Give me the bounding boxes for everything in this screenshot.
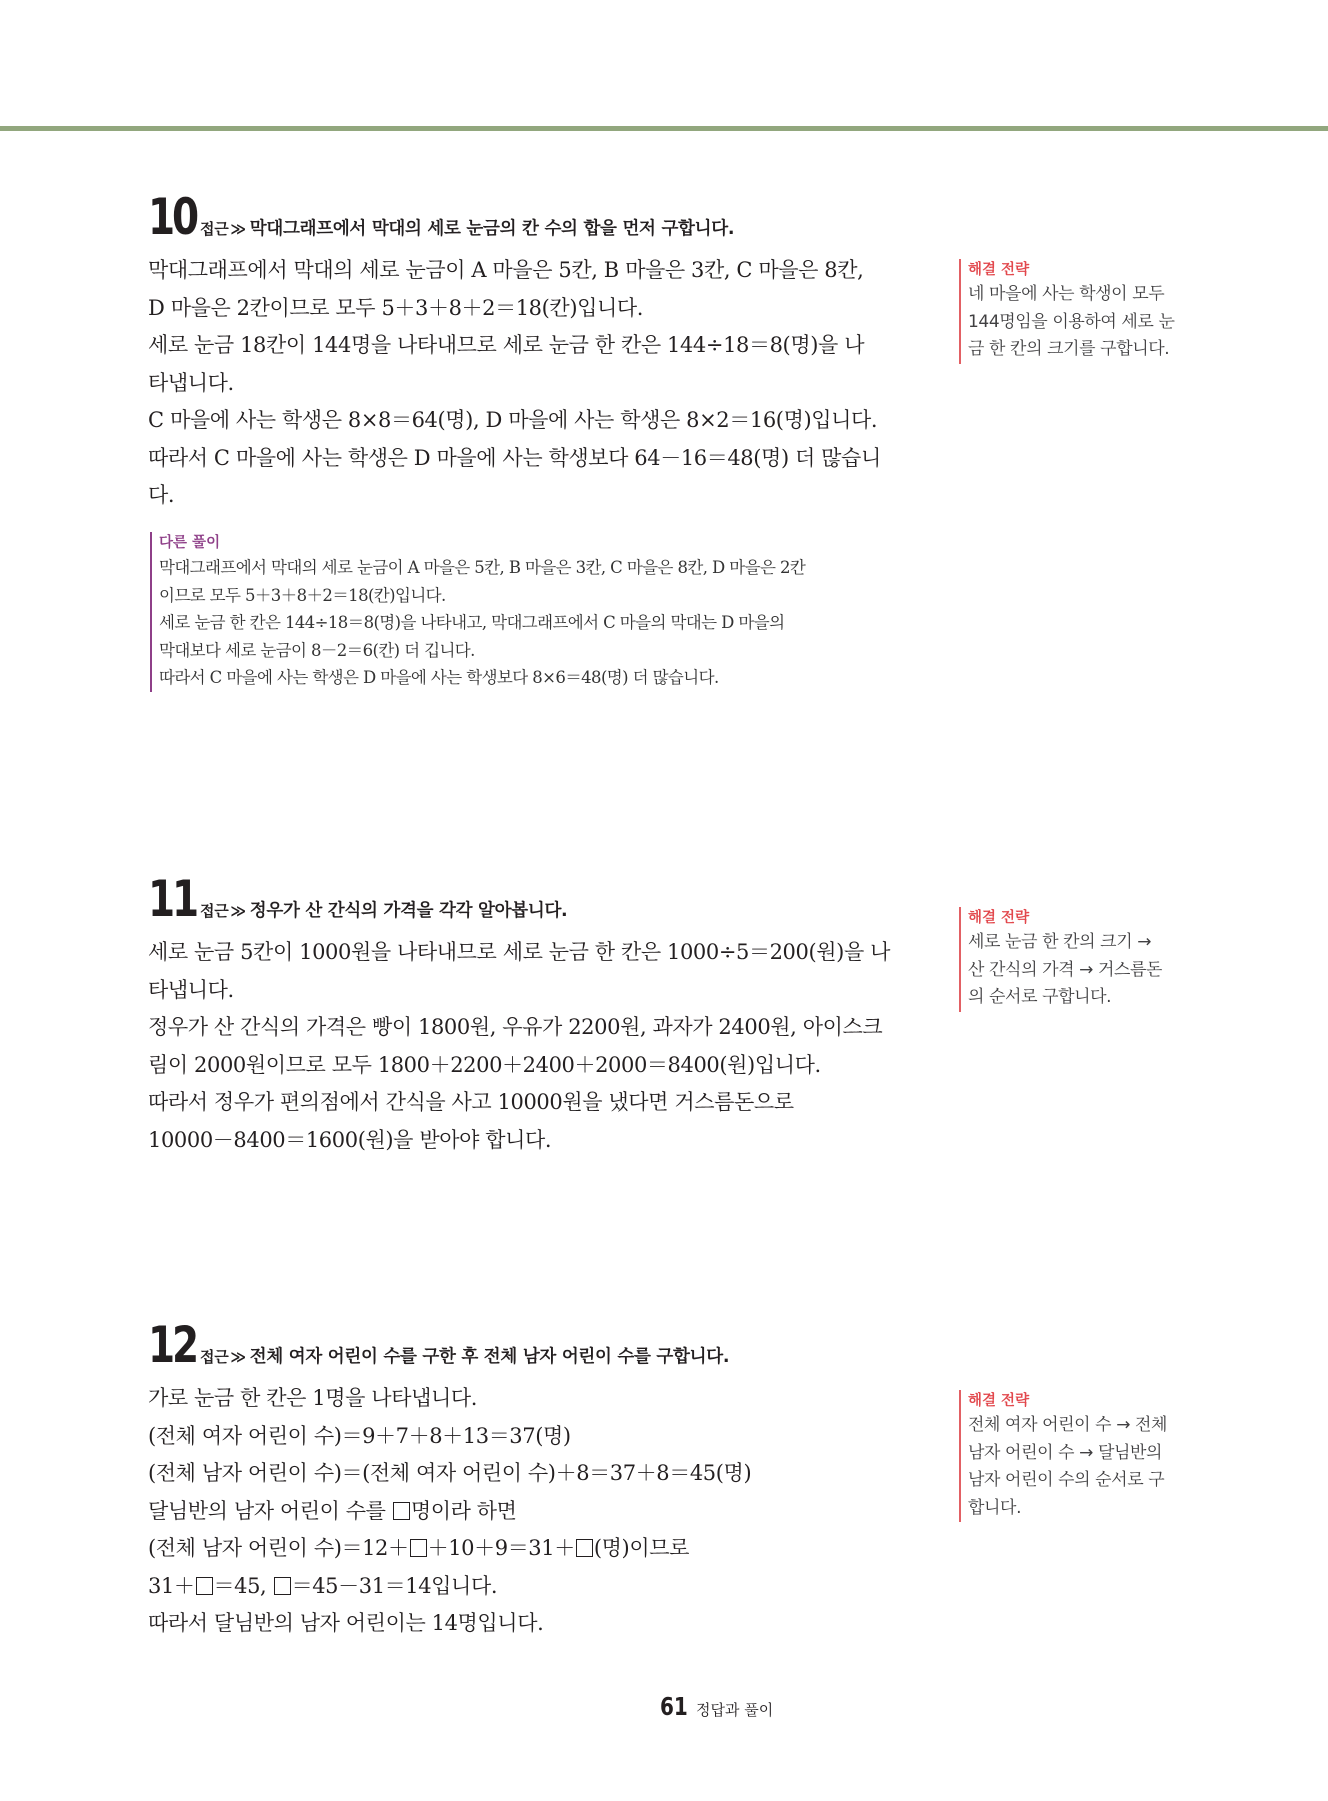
solution-line: 가로 눈금 한 칸은 1명을 나타냅니다. bbox=[148, 1386, 478, 1410]
problem-number: 10 bbox=[148, 188, 197, 246]
solution-line: 따라서 달님반의 남자 어린이는 14명입니다. bbox=[148, 1611, 544, 1635]
line-text: 달님반의 남자 어린이 수를 bbox=[148, 1498, 392, 1523]
solution-body bbox=[148, 252, 908, 515]
alternative-solution-label: 다른 풀이 bbox=[159, 535, 221, 551]
strategy-line: 합니다. bbox=[968, 1497, 1022, 1518]
solution-body bbox=[148, 934, 908, 1159]
alt-line: 이므로 모두 5＋3＋8＋2＝18(칸)입니다. bbox=[159, 585, 446, 605]
approach-arrow-icon: ≫ bbox=[230, 1348, 246, 1366]
solution-line: (전체 남자 어린이 수)＝(전체 여자 어린이 수)＋8＝37＋8＝45(명) bbox=[148, 1461, 752, 1485]
approach bbox=[200, 897, 567, 922]
line-text: 31＋ bbox=[148, 1573, 195, 1598]
blank-box-icon bbox=[196, 1577, 213, 1595]
strategy-line: 의 순서로 구합니다. bbox=[968, 987, 1112, 1007]
problem-header bbox=[148, 1316, 908, 1374]
solution-body bbox=[148, 1380, 908, 1643]
approach-text: 막대그래프에서 막대의 세로 눈금의 칸 수의 합을 먼저 구합니다. bbox=[249, 219, 735, 239]
strategy-line: 세로 눈금 한 칸의 크기 → bbox=[968, 932, 1152, 952]
solution-line: 다. bbox=[148, 483, 175, 507]
line-text: (전체 남자 어린이 수)＝12＋ bbox=[148, 1536, 409, 1560]
strategy-line: 144명임을 이용하여 세로 눈 bbox=[968, 311, 1175, 332]
strategy-label: 해결 전략 bbox=[968, 910, 1030, 926]
solution-line bbox=[148, 1568, 908, 1606]
solution-line: 정우가 산 간식의 가격은 빵이 1800원, 우유가 2200원, 과자가 2400원, 아이스크 bbox=[148, 1015, 883, 1039]
top-rule bbox=[0, 126, 1328, 131]
approach bbox=[200, 215, 734, 240]
strategy-label: 해결 전략 bbox=[968, 1393, 1030, 1409]
problem-header bbox=[148, 870, 908, 928]
strategy-note-11 bbox=[959, 907, 1213, 1012]
strategy-line: 산 간식의 가격 → 거스름돈 bbox=[968, 959, 1163, 980]
alt-line: 막대보다 세로 눈금이 8－2＝6(칸) 더 깁니다. bbox=[159, 640, 475, 660]
solution-line: 10000－8400＝1600(원)을 받아야 합니다. bbox=[148, 1127, 552, 1152]
alternative-solution bbox=[150, 532, 919, 692]
solution-line: 따라서 C 마을에 사는 학생은 D 마을에 사는 학생보다 64－16＝48(명) 더 많습니 bbox=[148, 445, 881, 470]
page-number: 61 bbox=[660, 1692, 688, 1721]
solution-line: 타냅니다. bbox=[148, 977, 234, 1002]
page-footer bbox=[660, 1692, 773, 1721]
approach bbox=[200, 1343, 729, 1368]
solution-line bbox=[148, 1493, 908, 1531]
line-text: ＋10＋9＝31＋ bbox=[427, 1536, 575, 1560]
solution-line: C 마을에 사는 학생은 8×8＝64(명), D 마을에 사는 학생은 8×2＝16(명)입니다. bbox=[148, 408, 878, 432]
strategy-note-10 bbox=[959, 259, 1213, 364]
solution-line: (전체 여자 어린이 수)＝9＋7＋8＋13＝37(명) bbox=[148, 1423, 571, 1448]
blank-box-icon bbox=[576, 1539, 593, 1557]
strategy-note-12 bbox=[959, 1390, 1213, 1522]
blank-box-icon bbox=[410, 1539, 427, 1557]
problem-10 bbox=[148, 188, 908, 515]
line-text: ＝45－31＝14입니다. bbox=[291, 1573, 498, 1598]
approach-arrow-icon: ≫ bbox=[230, 902, 246, 920]
solution-line: 타냅니다. bbox=[148, 370, 234, 395]
problem-header bbox=[148, 188, 908, 246]
approach-text: 정우가 산 간식의 가격을 각각 알아봅니다. bbox=[249, 901, 568, 921]
alt-line: 세로 눈금 한 칸은 144÷18＝8(명)을 나타내고, 막대그래프에서 C 마을의 막대는 D 마을의 bbox=[159, 613, 785, 632]
approach-tag: 접근 bbox=[200, 902, 229, 920]
solution-line bbox=[148, 1530, 908, 1568]
line-text: ＝45, bbox=[213, 1573, 273, 1598]
problem-11 bbox=[148, 870, 908, 1159]
approach-tag: 접근 bbox=[200, 1348, 229, 1366]
line-text: (명)이므로 bbox=[593, 1536, 689, 1560]
strategy-line: 남자 어린이 수 → 달님반의 bbox=[968, 1442, 1163, 1463]
approach-tag: 접근 bbox=[200, 220, 229, 238]
blank-box-icon bbox=[274, 1577, 291, 1595]
blank-box-icon bbox=[393, 1502, 410, 1520]
solution-line: 세로 눈금 18칸이 144명을 나타내므로 세로 눈금 한 칸은 144÷18＝8(명)을 나 bbox=[148, 333, 865, 357]
problem-number: 11 bbox=[148, 870, 197, 928]
strategy-line: 금 한 칸의 크기를 구합니다. bbox=[968, 339, 1170, 359]
strategy-line: 전체 여자 어린이 수 → 전체 bbox=[968, 1415, 1168, 1435]
alt-line: 막대그래프에서 막대의 세로 눈금이 A 마을은 5칸, B 마을은 3칸, C 마을은 8칸, D 마을은 2칸 bbox=[159, 558, 806, 577]
problem-number: 12 bbox=[148, 1316, 197, 1374]
approach-text: 전체 여자 어린이 수를 구한 후 전체 남자 어린이 수를 구합니다. bbox=[249, 1347, 730, 1367]
section-label: 정답과 풀이 bbox=[696, 1701, 774, 1719]
solution-line: 세로 눈금 5칸이 1000원을 나타내므로 세로 눈금 한 칸은 1000÷5＝200(원)을 나 bbox=[148, 940, 891, 964]
approach-arrow-icon: ≫ bbox=[230, 220, 246, 238]
strategy-label: 해결 전략 bbox=[968, 262, 1030, 278]
solution-line: 림이 2000원이므로 모두 1800＋2200＋2400＋2000＝8400(원)입니다. bbox=[148, 1052, 821, 1077]
problem-12 bbox=[148, 1316, 908, 1643]
line-text: 명이라 하면 bbox=[410, 1498, 517, 1523]
solution-line: D 마을은 2칸이므로 모두 5＋3＋8＋2＝18(칸)입니다. bbox=[148, 295, 644, 320]
strategy-line: 네 마을에 사는 학생이 모두 bbox=[968, 284, 1165, 304]
alt-line: 따라서 C 마을에 사는 학생은 D 마을에 사는 학생보다 8×6＝48(명) 더 많습니다. bbox=[159, 668, 719, 687]
solution-line: 막대그래프에서 막대의 세로 눈금이 A 마을은 5칸, B 마을은 3칸, C 마을은 8칸, bbox=[148, 258, 864, 282]
strategy-line: 남자 어린이 수의 순서로 구 bbox=[968, 1470, 1165, 1490]
solution-line: 따라서 정우가 편의점에서 간식을 사고 10000원을 냈다면 거스름돈으로 bbox=[148, 1090, 794, 1114]
